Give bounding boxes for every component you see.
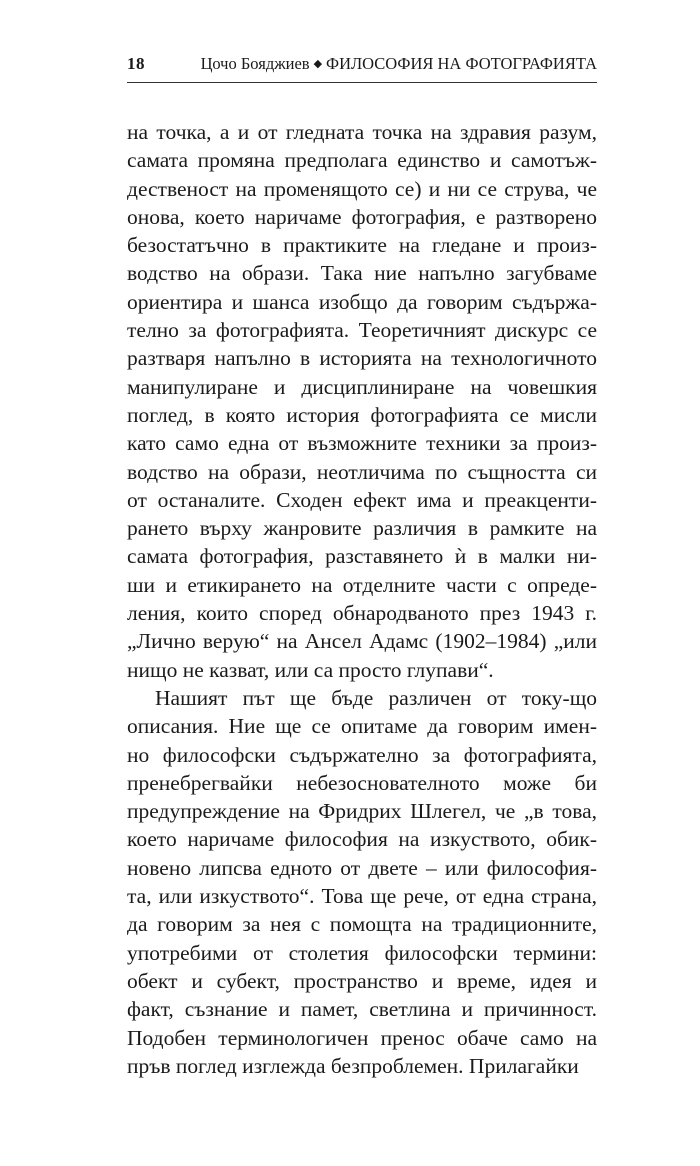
text-line: безостатъчно в практиките на гледане и произ-	[127, 233, 597, 258]
text-line: описания. Ние ще се опитаме да говорим имен-	[127, 714, 597, 739]
text-line: ши и етикирането на отделните части с опреде-	[127, 572, 597, 597]
text-line: нищо не казват, или са просто глупави“.	[127, 657, 494, 682]
text-line: та, или изкуството“. Това ще рече, от една страна,	[127, 884, 597, 909]
text-line: рането върху жанровите различия в рамките на	[127, 516, 597, 541]
text-line: водство на образи. Така ние напълно загубваме	[127, 261, 597, 286]
text-line: предупреждение на Фридрих Шлегел, че „в това,	[127, 799, 597, 824]
text-line: да говорим за нея с помощта на традиционните,	[127, 912, 597, 937]
text-line: „Лично верую“ на Ансел Адамс (1902–1984) „или	[127, 629, 597, 654]
paragraph	[127, 684, 597, 1080]
running-header	[127, 48, 597, 83]
text-line: водство на образи, неотличима по същността си	[127, 459, 597, 484]
text-line: манипулиране и дисциплиниране на човешкия	[127, 374, 597, 399]
text-line: като само една от възможните техники за произ-	[127, 431, 597, 456]
text-line: ления, които според обнародваното през 1943 г.	[127, 601, 597, 626]
running-head	[201, 54, 597, 74]
text-line: което наричаме философия на изкуството, обик-	[127, 827, 597, 852]
text-line: ориентира и шанса изобщо да говорим съдържа-	[127, 289, 597, 314]
text-line: самата фотография, разставянето ѝ в малки ни-	[127, 544, 597, 569]
page-number: 18	[127, 54, 145, 73]
text-line: но философски съдържателно за фотографията,	[127, 742, 597, 767]
text-line: пренебрегвайки небезоснователното може би	[127, 770, 597, 795]
text-line: обект и субект, пространство и време, идея и	[127, 968, 597, 993]
body-text	[127, 118, 597, 1080]
text-line: на точка, а и от гледната точка на здравия разум,	[127, 120, 597, 144]
text-line: новено липсва едното от двете – или философия-	[127, 855, 597, 880]
text-line: Подобен терминологичен пренос обаче само на	[127, 1025, 597, 1050]
book-title: ФИЛОСОФИЯ НА ФОТОГРАФИЯТА	[326, 54, 597, 73]
text-line: онова, което наричаме фотография, е разтворено	[127, 204, 597, 229]
text-line: Нашият път ще бъде различен от току-що	[155, 685, 597, 710]
text-line: разтваря напълно в историята на технологичното	[127, 346, 597, 371]
text-line: поглед, в която история фотографията се мисли	[127, 402, 597, 427]
paragraph	[127, 118, 597, 684]
text-line: употребими от столетия философски термини:	[127, 940, 597, 965]
text-line: пръв поглед изглежда безпроблемен. Прилагайки	[127, 1053, 579, 1078]
text-line: самата промяна предполага единство и самотъж-	[127, 148, 597, 173]
author-name: Цочо Бояджиев	[200, 54, 310, 73]
text-line: дественост на променящото се) и ни се струва, че	[127, 176, 597, 201]
text-line: телно за фотографията. Теоретичният дискурс се	[127, 318, 597, 343]
diamond-separator-icon: ◆	[313, 58, 323, 70]
text-line: от останалите. Сходен ефект има и преакценти-	[127, 487, 597, 512]
text-line: факт, съзнание и памет, светлина и причинност.	[127, 997, 597, 1022]
